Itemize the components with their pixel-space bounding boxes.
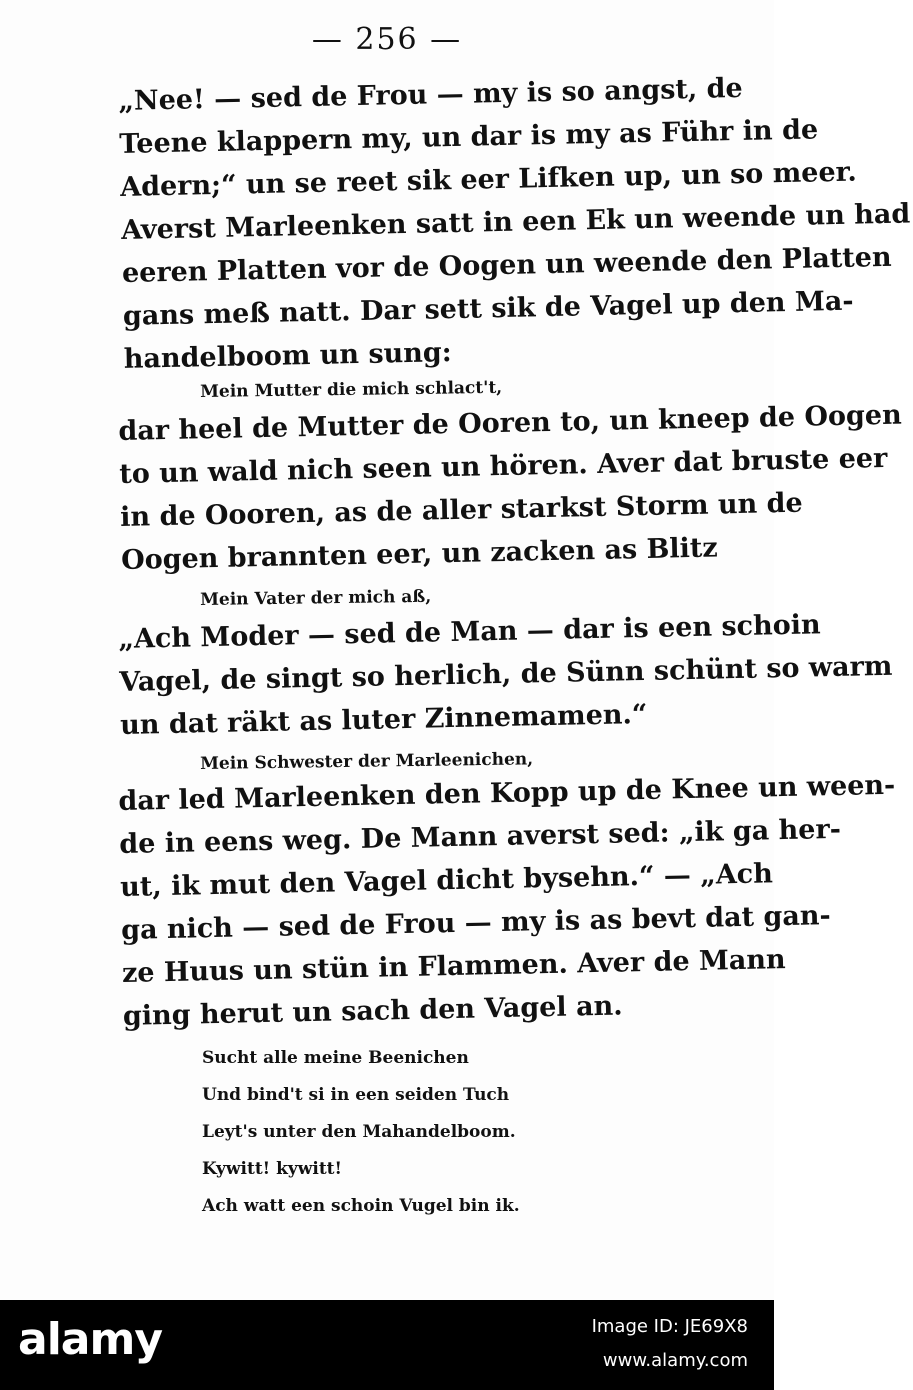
verse-line: Mein Mutter die mich schlact't,: [200, 377, 503, 402]
brand-logo: alamy: [18, 1314, 162, 1365]
text-line: dar heel de Mutter de Ooren to, un kneep de Oogen: [118, 399, 902, 447]
song-line: Leyt's unter den Mahandelboom.: [202, 1122, 516, 1142]
song-stanza: [202, 1040, 520, 1225]
text-line: „Nee! — sed de Frou — my is so angst, de: [118, 72, 743, 117]
text-line: Teene klappern my, un dar is my as Führ in de: [119, 114, 819, 160]
verse-line: Mein Schwester der Marleenichen,: [200, 749, 534, 774]
song-line: Sucht alle meine Beenichen: [202, 1048, 469, 1068]
paragraph-1: [118, 67, 911, 381]
paragraph-2: [118, 397, 902, 582]
text-line: ut, ik mut den Vagel dicht bysehn.“ — „Ach: [119, 858, 774, 903]
text-line: ging herut un sach den Vagel an.: [122, 990, 623, 1032]
text-line: un dat räkt as luter Zinnemamen.“: [119, 698, 648, 741]
text-line: ga nich — sed de Frou — my is as bevt dat gan-: [120, 900, 832, 946]
text-line: Oogen brannten eer, un zacken as Blitz: [120, 532, 719, 576]
text-line: to un wald nich seen un hören. Aver dat bruste eer: [119, 442, 888, 490]
song-line: Und bind't si in een seiden Tuch: [202, 1085, 510, 1105]
paragraph-4: [118, 767, 896, 1038]
image-id-label: Image ID: JE69X8: [591, 1316, 748, 1337]
text-line: „Ach Moder — sed de Man — dar is een schoin: [118, 609, 821, 655]
text-line: ze Huus un stün in Flammen. Aver de Mann: [121, 944, 786, 989]
text-line: Adern;“ un se reet sik eer Lifken up, un so meer.: [119, 156, 858, 203]
text-line: gans meß natt. Dar sett sik de Vagel up den Ma-: [122, 285, 854, 332]
text-line: Vagel, de singt so herlich, de Sünn schünt so warm: [119, 650, 893, 698]
song-line: Kywitt! kywitt!: [202, 1159, 342, 1179]
text-line: eeren Platten vor de Oogen un weende den Platten: [121, 241, 892, 289]
text-line: de in eens weg. De Mann averst sed: „ik ga her-: [119, 813, 842, 860]
page-number: — 256 —: [311, 22, 463, 57]
paragraph-3: [118, 605, 893, 747]
song-line: Ach watt een schoin Vugel bin ik.: [202, 1196, 520, 1216]
watermark-bar: [0, 1300, 774, 1390]
text-line: in de Oooren, as de aller starkst Storm un de: [119, 487, 803, 533]
site-url: www.alamy.com: [602, 1350, 748, 1371]
text-line: Averst Marleenken satt in een Ek un weende un had: [120, 198, 911, 246]
text-line: dar led Marleenken den Kopp up de Knee un ween-: [118, 769, 896, 817]
verse-line: Mein Vater der mich aß,: [200, 586, 432, 610]
text-line: handelboom un sung:: [123, 337, 453, 375]
